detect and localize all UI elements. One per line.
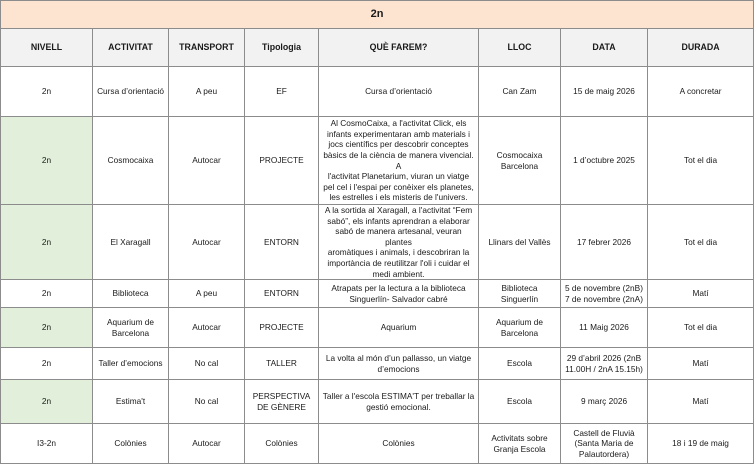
nivell-cell: I3-2n xyxy=(1,424,93,464)
header-durada: DURADA xyxy=(648,29,754,67)
durada-cell: Matí xyxy=(648,280,754,308)
farem-cell xyxy=(319,117,479,205)
farem-cell-line: gestió emocional. xyxy=(366,401,431,412)
nivell-cell: 2n xyxy=(1,205,93,280)
lloc-cell-line: Cosmocaixa xyxy=(496,149,543,160)
farem-cell-line: Cursa d’orientació xyxy=(365,86,432,97)
data-cell xyxy=(561,117,648,205)
lloc-cell-line: Activitats sobre xyxy=(491,433,548,444)
lloc-cell-line: Granja Escola xyxy=(493,443,546,454)
farem-cell-line: Atrapats per la lectura a la biblioteca xyxy=(331,283,466,294)
lloc-cell xyxy=(479,280,561,308)
data-cell-line: 17 febrer 2026 xyxy=(577,236,631,247)
farem-cell-line: A la sortida al Xaragall, a l'activitat “Fem xyxy=(324,205,473,215)
data-cell-line: 11.00H / 2nA 15.15h) xyxy=(565,363,643,374)
farem-cell xyxy=(319,308,479,348)
activitat-cell: Biblioteca xyxy=(93,280,169,308)
nivell-cell: 2n xyxy=(1,117,93,205)
activitat-cell: Colònies xyxy=(93,424,169,464)
data-cell xyxy=(561,424,648,464)
activitat-cell: El Xaragall xyxy=(93,205,169,280)
tipologia-cell: EF xyxy=(245,67,319,117)
tipologia-cell: TALLER xyxy=(245,348,319,380)
lloc-cell xyxy=(479,380,561,424)
activitat-cell: Taller d’emocions xyxy=(93,348,169,380)
nivell-cell: 2n xyxy=(1,67,93,117)
lloc-cell xyxy=(479,117,561,205)
table-row xyxy=(1,117,754,205)
data-cell xyxy=(561,280,648,308)
table-row xyxy=(1,205,754,280)
data-cell-line: Palautordera) xyxy=(578,449,630,460)
table-row xyxy=(1,308,754,348)
durada-cell: 18 i 19 de maig xyxy=(648,424,754,464)
tipologia-cell: PROJECTE xyxy=(245,117,319,205)
farem-cell-line: les estrelles i els misteris de l'univers. xyxy=(329,192,468,203)
tipologia-cell: ENTORN xyxy=(245,205,319,280)
lloc-cell xyxy=(479,67,561,117)
activitat-cell: Aquarium de Barcelona xyxy=(93,308,169,348)
sheet-title: 2n xyxy=(1,1,754,29)
farem-cell xyxy=(319,380,479,424)
transport-cell: No cal xyxy=(169,348,245,380)
transport-cell: A peu xyxy=(169,67,245,117)
data-cell-line: 5 de novembre (2nB) xyxy=(565,283,643,294)
header-row xyxy=(1,29,754,67)
nivell-cell: 2n xyxy=(1,348,93,380)
activitat-cell: Cosmocaixa xyxy=(93,117,169,205)
lloc-cell-line: Escola xyxy=(507,358,532,369)
transport-cell: Autocar xyxy=(169,117,245,205)
nivell-cell: 2n xyxy=(1,308,93,348)
lloc-cell xyxy=(479,205,561,280)
farem-cell-line: jocs científics per descobrir conceptes xyxy=(328,139,469,150)
header-lloc: LLOC xyxy=(479,29,561,67)
farem-cell-line: Singuerlín- Salvador cabré xyxy=(349,293,448,304)
farem-cell xyxy=(319,67,479,117)
durada-cell: Tot el dia xyxy=(648,308,754,348)
lloc-cell-line: Barcelona xyxy=(500,327,539,338)
header-data: DATA xyxy=(561,29,648,67)
transport-cell: Autocar xyxy=(169,205,245,280)
lloc-cell-line: Llinars del Vallès xyxy=(488,236,551,247)
farem-cell xyxy=(319,348,479,380)
farem-cell-line: Taller a l'escola ESTIMA'T per treballar la xyxy=(322,391,475,402)
activitat-cell: Estima't xyxy=(93,380,169,424)
data-cell-line: (Santa Maria de xyxy=(574,438,634,449)
header-transport: TRANSPORT xyxy=(169,29,245,67)
data-cell xyxy=(561,67,648,117)
table-row xyxy=(1,280,754,308)
header-nivell: NIVELL xyxy=(1,29,93,67)
table-row xyxy=(1,348,754,380)
lloc-cell xyxy=(479,308,561,348)
farem-cell-line: Colònies xyxy=(382,438,415,449)
table-row xyxy=(1,424,754,464)
farem-cell-line: d’emocions xyxy=(377,363,420,374)
data-cell-line: 15 de maig 2026 xyxy=(573,86,635,97)
durada-cell: A concretar xyxy=(648,67,754,117)
farem-cell-line: importància de reutilitzar l'oli i cuidar el xyxy=(327,258,470,269)
table-row xyxy=(1,380,754,424)
tipologia-cell: PROJECTE xyxy=(245,308,319,348)
farem-cell-line: sabó”, els infants aprendran a elaborar xyxy=(327,215,470,226)
transport-cell: A peu xyxy=(169,280,245,308)
transport-cell: Autocar xyxy=(169,424,245,464)
farem-cell-line: La volta al món d’un pallasso, un viatge xyxy=(325,353,472,364)
tipologia-cell: ENTORN xyxy=(245,280,319,308)
transport-cell: Autocar xyxy=(169,308,245,348)
nivell-cell: 2n xyxy=(1,380,93,424)
lloc-cell-line: Escola xyxy=(507,396,532,407)
durada-cell: Matí xyxy=(648,380,754,424)
farem-cell-line: l'activitat Planetarium, viuran un viatge xyxy=(327,171,470,182)
data-cell-line: 7 de novembre (2nA) xyxy=(565,293,643,304)
transport-cell: No cal xyxy=(169,380,245,424)
title-row xyxy=(1,1,754,29)
farem-cell-line: medi ambient. xyxy=(372,268,425,279)
activitat-cell: Cursa d’orientació xyxy=(93,67,169,117)
header-tipologia: Tipologia xyxy=(245,29,319,67)
farem-cell xyxy=(319,424,479,464)
lloc-cell-line: Biblioteca Singuerlín xyxy=(500,283,539,304)
farem-cell-line: bàsics de la ciència de manera vivencial. A xyxy=(323,149,474,171)
data-cell-line: 9 març 2026 xyxy=(580,396,628,407)
table-row xyxy=(1,67,754,117)
farem-cell xyxy=(319,205,479,280)
farem-cell-line: pel cel i l'espai per conèixer els planetes, xyxy=(323,181,474,192)
lloc-cell xyxy=(479,348,561,380)
farem-cell-line: sabó de manera artesanal, veuran plantes xyxy=(335,226,462,247)
tipologia-cell: PERSPECTIVA DE GÈNERE xyxy=(245,380,319,424)
durada-cell: Matí xyxy=(648,348,754,380)
data-cell xyxy=(561,205,648,280)
nivell-cell: 2n xyxy=(1,280,93,308)
data-cell-line: 11 Maig 2026 xyxy=(579,322,629,333)
lloc-cell-line: Aquarium de xyxy=(495,317,544,328)
data-cell xyxy=(561,348,648,380)
data-cell-line: 1 d’octubre 2025 xyxy=(573,155,635,166)
lloc-cell-line: Barcelona xyxy=(500,160,539,171)
tipologia-cell: Colònies xyxy=(245,424,319,464)
lloc-cell xyxy=(479,424,561,464)
data-cell xyxy=(561,308,648,348)
farem-cell-line: Al CosmoCaixa, a l'activitat Click, els xyxy=(330,118,467,129)
farem-cell xyxy=(319,280,479,308)
header-que-farem: QUÈ FAREM? xyxy=(319,29,479,67)
header-activitat: ACTIVITAT xyxy=(93,29,169,67)
durada-cell: Tot el dia xyxy=(648,117,754,205)
farem-cell-line: infants experimentaran amb materials i xyxy=(327,128,470,139)
farem-cell-line: Aquarium xyxy=(380,322,417,333)
farem-cell-line: aromàtiques i animals, i descobriran la xyxy=(327,247,470,258)
durada-cell: Tot el dia xyxy=(648,205,754,280)
data-cell xyxy=(561,380,648,424)
data-cell-line: 29 d’abril 2026 (2nB xyxy=(566,353,642,364)
data-cell-line: Castell de Fluvià xyxy=(573,427,635,438)
lloc-cell-line: Can Zam xyxy=(502,86,537,97)
